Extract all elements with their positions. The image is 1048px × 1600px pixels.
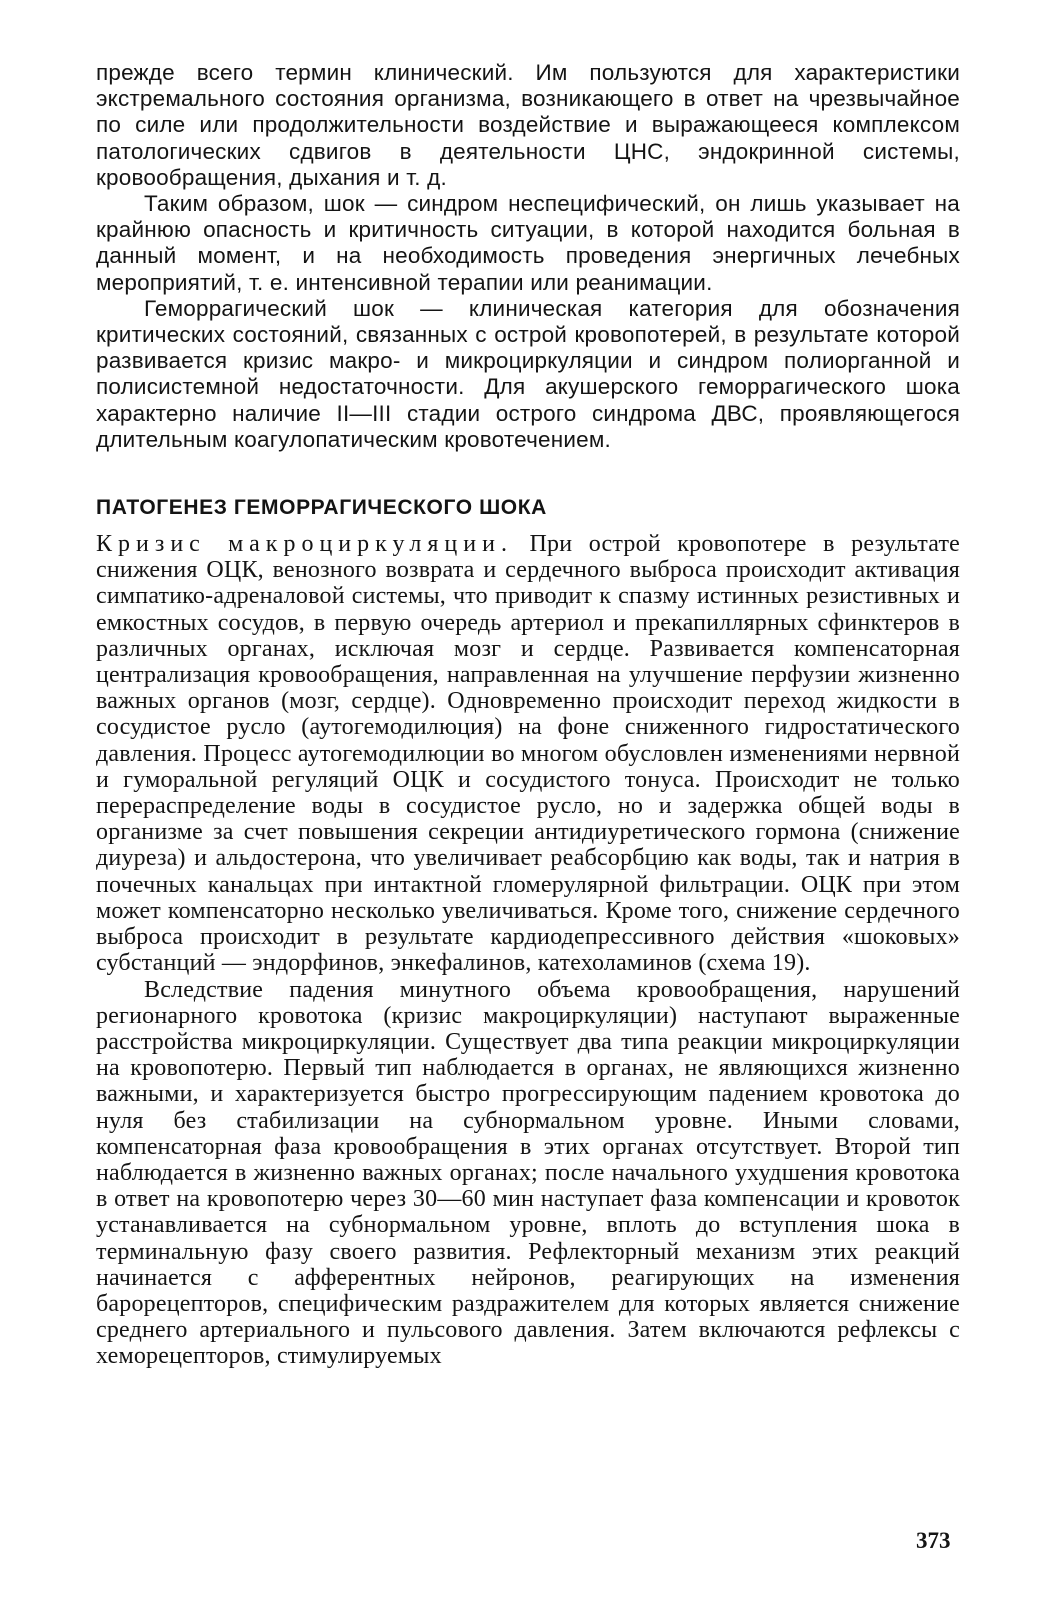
paragraph-macrocirculation-crisis (96, 531, 960, 976)
section-heading: ПАТОГЕНЕЗ ГЕМОРРАГИЧЕСКОГО ШОКА (96, 496, 547, 520)
paragraph-hemorrhagic-shock: Геморрагический шок — клиническая категория для обозначения критических состояний, связанных с острой кровопотерей, в результате которой развивается кризис макро- и микроциркуляции и синдром полиорганной и полисистемной недостаточности. Для акушерского геморрагического шока характерно наличие II—III стадии острого синдрома ДВС, проявляющегося длительным коагулопатическим кровотечением. (96, 295, 960, 452)
paragraph-body: При острой кровопотере в результате снижения ОЦК, венозного возврата и сердечного выброса происходит активация симпатико-адреналовой системы, что приводит к спазму истинных резистивных и емкостных сосудов, в первую очередь артериол и прекапиллярных сфинктеров в различных органах, исключая мозг и сердце. Развивается компенсаторная централизация кровообращения, направленная на улучшение перфузии жизненно важных органов (мозг, сердце). Одновременно происходит переход жидкости в сосудистое русло (аутогемодилюция) на фоне сниженного гидростатического давления. Процесс аутогемодилюции во многом обусловлен изменениями нервной и гуморальной регуляций ОЦК и сосудистого тонуса. Происходит не только перераспределение воды в сосудистое русло, но и задержка общей воды в организме за счет повышения секреции антидиуретического гормона (снижение диуреза) и альдостерона, что увеличивает реабсорбцию как воды, так и натрия в почечных канальцах при интактной гломерулярной фильтрации. ОЦК при этом может компенсаторно несколько увеличиваться. Кроме того, снижение сердечного выброса происходит в результате кардиодепрессивного действия «шоковых» субстанций — эндорфинов, энкефалинов, катехоламинов (схема 19). (96, 531, 960, 977)
run-in-title: Кризис макроциркуляции. (96, 531, 513, 558)
page-number: 373 (916, 1528, 951, 1553)
paragraph-shock-nonspecific: Таким образом, шок — синдром неспецифический, он лишь указывает на крайнюю опасность и критичность ситуации, в которой находится больная в данный момент, и на необходимость проведения энергичных лечебных мероприятий, т. е. интенсивной терапии или реанимации. (96, 191, 960, 295)
book-page (96, 60, 960, 1370)
paragraph-shock-definition-continued: прежде всего термин клинический. Им пользуются для характеристики экстремального состояния организма, возникающего в ответ на чрезвычайное по силе или продолжительности воздействие и выражающееся комплексом патологических сдвигов в деятельности ЦНС, эндокринной системы, кровообращения, дыхания и т. д. (96, 60, 960, 190)
paragraph-microcirculation: Вследствие падения минутного объема кровообращения, нарушений регионарного кровотока (кризис макроциркуляции) наступают выраженные расстройства микроциркуляции. Существует два типа реакции микроциркуляции на кровопотерю. Первый тип наблюдается в органах, не являющихся жизненно важными, и характеризуется быстро прогрессирующим падением кровотока до нуля без стабилизации на субнормальном уровне. Иными словами, компенсаторная фаза кровообращения в этих органах отсутствует. Второй тип наблюдается в жизненно важных органах; после начального ухудшения кровотока в ответ на кровопотерю через 30—60 мин наступает фаза компенсации и кровоток устанавливается на субнормальном уровне, вплоть до вступления шока в терминальную фазу своего развития. Рефлекторный механизм этих реакций начинается с афферентных нейронов, реагирующих на изменения барорецепторов, специфическим раздражителем для которых является снижение среднего артериального и пульсового давления. Затем включаются рефлексы с хеморецепторов, стимулируемых (96, 976, 960, 1370)
